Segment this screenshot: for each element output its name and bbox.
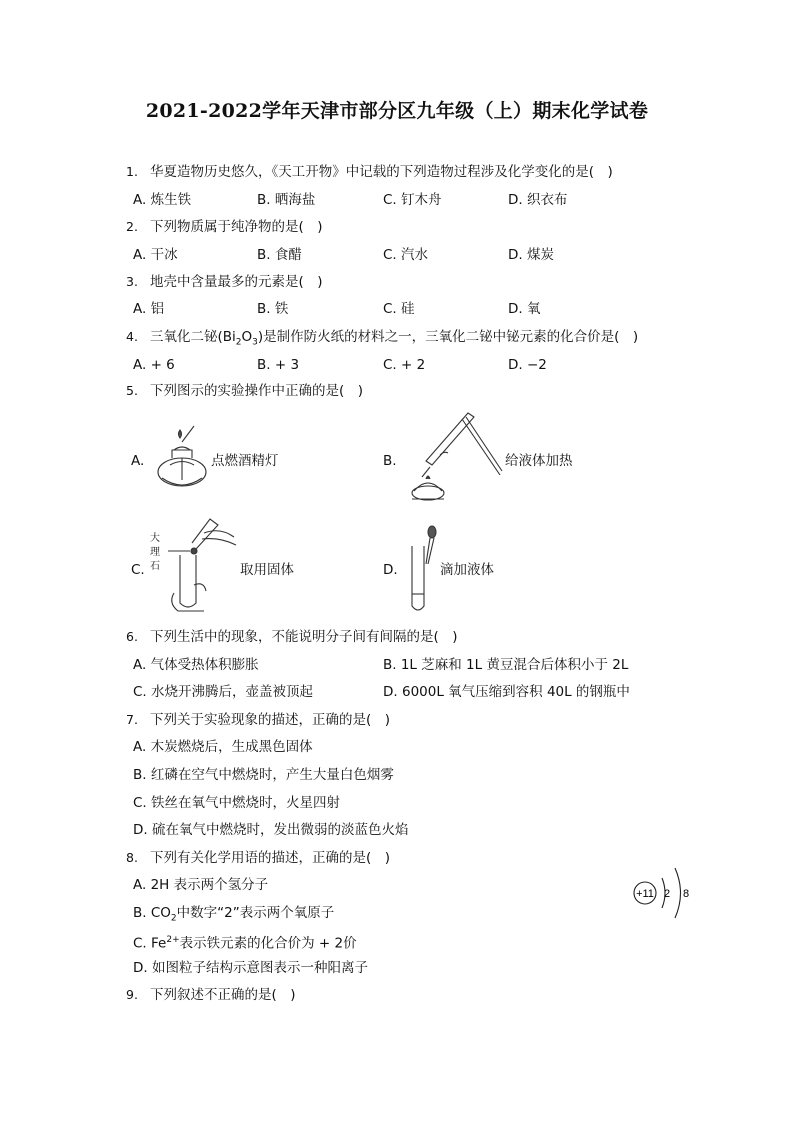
question-text: 下列关于实验现象的描述，正确的是( ) (150, 712, 391, 728)
option-c: C. + 2 (383, 357, 426, 373)
option-c-label: 取用固体 (240, 562, 294, 578)
question-number: 2. (126, 219, 138, 234)
option-b: B. $CO_2$中数字“2”表示两个氧原子 (133, 905, 335, 924)
option-d: D. 6000L 氧气压缩到容积 40L 的钢瓶中 (383, 684, 630, 700)
shell-2-electrons: 8 (682, 888, 690, 900)
option-a: A. 气体受热体积膨胀 (133, 657, 259, 673)
option-d: D. 如图粒子结构示意图表示一种阳离子 (133, 960, 368, 976)
nucleus-charge: +11 (636, 888, 654, 900)
question-number: 5. (126, 383, 138, 398)
option-d: D. 织衣布 (508, 192, 568, 208)
marble-label: 大 理 石 (150, 533, 160, 572)
question-number: 7. (126, 712, 138, 727)
shell-1-electrons: 2 (663, 888, 671, 900)
question-number: 1. (126, 164, 138, 179)
atom-structure-diagram (630, 858, 694, 930)
option-b: B. 铁 (257, 301, 289, 317)
option-c: C. 铁丝在氧气中燃烧时，火星四射 (133, 795, 341, 811)
option-d: D. −2 (508, 357, 547, 373)
question-text: 下列生活中的现象，不能说明分子间有间隔的是( ) (150, 629, 458, 645)
question-text: 下列图示的实验操作中正确的是( ) (150, 383, 364, 399)
option-a: A. 2H 表示两个氢分子 (133, 877, 269, 893)
question-number: 6. (126, 629, 138, 644)
option-b: B. 食醋 (257, 247, 302, 263)
question-text: 下列叙述不正确的是( ) (150, 987, 296, 1003)
question-text: 三氧化二铋$(Bi_2O_3)$是制作防火纸的材料之一，三氧化二铋中铋元素的化合价是( ) (150, 329, 639, 348)
option-c: C. 汽水 (383, 247, 429, 263)
option-b: B. (383, 453, 397, 469)
option-d-label: 滴加液体 (440, 562, 494, 578)
dropper-figure (402, 524, 442, 616)
option-b-label: 给液体加热 (505, 453, 573, 469)
option-d: D. 硫在氧气中燃烧时，发出微弱的淡蓝色火焰 (133, 822, 409, 838)
option-a: A. (131, 453, 145, 469)
question-number: 4. (126, 329, 138, 344)
question-text: 下列有关化学用语的描述，正确的是( ) (150, 850, 391, 866)
option-b: B. 晒海盐 (257, 192, 316, 208)
heating-liquid-figure (400, 405, 505, 505)
option-c: C. $Fe^{2+}$表示铁元素的化合价为 + 2价 (133, 935, 357, 952)
question-number: 3. (126, 274, 138, 289)
option-a: A. + 6 (133, 357, 175, 373)
option-a: A. 炼生铁 (133, 192, 192, 208)
option-c: C. 硅 (383, 301, 415, 317)
option-b: B. 红磷在空气中燃烧时，产生大量白色烟雾 (133, 767, 394, 783)
option-d: D. (383, 562, 398, 578)
question-text: 下列物质属于纯净物的是( ) (150, 219, 323, 235)
option-c: C. 水烧开沸腾后，壶盖被顶起 (133, 684, 314, 700)
option-b: B. 1L 芝麻和 1L 黄豆混合后体积小于 2L (383, 657, 629, 673)
option-a: A. 铝 (133, 301, 165, 317)
option-a: A. 干冰 (133, 247, 178, 263)
question-text: 地壳中含量最多的元素是( ) (150, 274, 323, 290)
option-d: D. 氧 (508, 301, 541, 317)
option-a-label: 点燃酒精灯 (211, 453, 279, 469)
option-c: C. 钉木舟 (383, 192, 442, 208)
question-number: 9. (126, 987, 138, 1002)
question-text: 华夏造物历史悠久，《天工开物》中记载的下列造物过程涉及化学变化的是( ) (150, 164, 613, 180)
alcohol-lamp-figure (150, 420, 212, 495)
option-b: B. + 3 (257, 357, 300, 373)
exam-title: 2021-2022学年天津市部分区九年级（上）期末化学试卷 (145, 100, 649, 122)
option-c: C. (131, 562, 145, 578)
solid-tweezers-figure (164, 515, 240, 615)
question-number: 8. (126, 850, 138, 865)
option-a: A. 木炭燃烧后，生成黑色固体 (133, 739, 313, 755)
option-d: D. 煤炭 (508, 247, 554, 263)
